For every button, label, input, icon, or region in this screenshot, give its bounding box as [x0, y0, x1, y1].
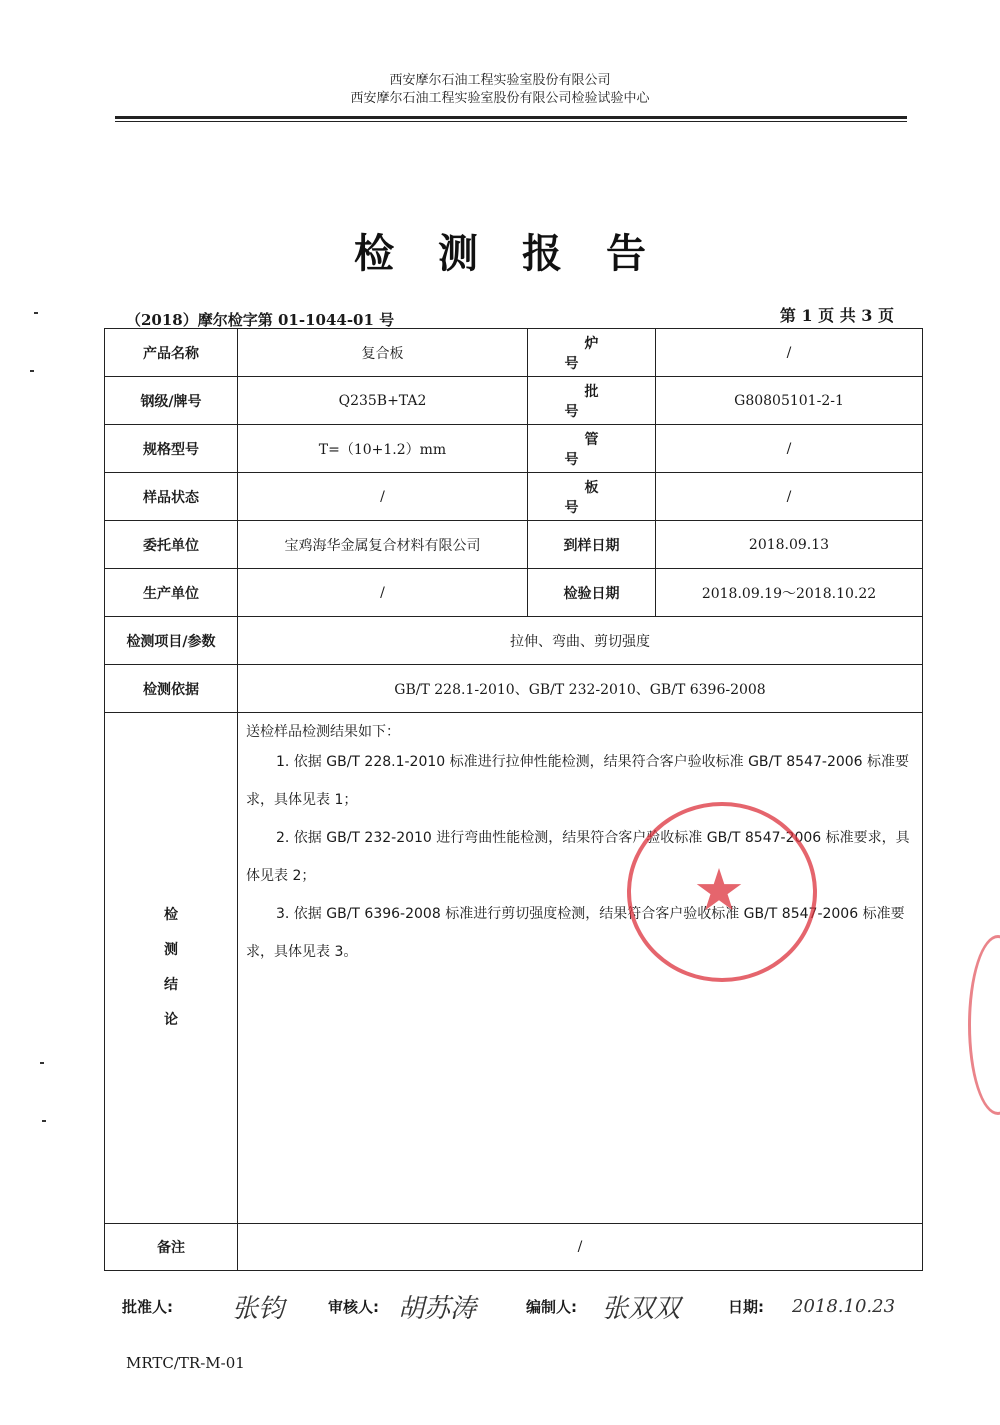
field-value: /: [656, 329, 923, 377]
conclusion-label-char: 检: [164, 907, 178, 923]
table-row: [105, 665, 923, 713]
conclusion-label-char: 结: [164, 977, 178, 993]
reviewer-signature: 胡苏涛: [398, 1294, 477, 1324]
field-value: 复合板: [238, 329, 528, 377]
form-code: MRTC/TR-M-01: [126, 1354, 245, 1372]
reviewer-label: 审核人:: [328, 1298, 379, 1316]
table-row: [105, 1224, 923, 1271]
field-label: 炉号: [528, 329, 656, 377]
field-value: G80805101-2-1: [656, 377, 923, 425]
conclusion-item: 3. 依据 GB/T 6396-2008 标准进行剪切强度检测，结果符合客户验收标准 GB/T 8547-2006 标准要求，具体见表 3。: [246, 906, 905, 960]
remark-label: 备注: [105, 1224, 238, 1271]
table-row: [105, 329, 923, 377]
conclusion-item: 1. 依据 GB/T 228.1-2010 标准进行拉伸性能检测，结果符合客户验收标准 GB/T 8547-2006 标准要求，具体见表 1；: [246, 754, 910, 808]
field-label: 委托单位: [105, 521, 238, 569]
field-value: Q235B+TA2: [238, 377, 528, 425]
seal-star-icon: ★: [693, 856, 745, 924]
table-row: [105, 425, 923, 473]
field-label: 板号: [528, 473, 656, 521]
field-label: 检验日期: [528, 569, 656, 617]
header-rule: [115, 116, 907, 122]
table-row: [105, 473, 923, 521]
test-items-value: 拉伸、弯曲、剪切强度: [238, 617, 923, 665]
conclusion-label: [105, 713, 238, 1224]
conclusion-row: [105, 713, 923, 1224]
official-seal: [627, 802, 817, 982]
field-label: 生产单位: [105, 569, 238, 617]
test-basis-value: GB/T 228.1-2010、GB/T 232-2010、GB/T 6396-2008: [238, 665, 923, 713]
field-label: 检测依据: [105, 665, 238, 713]
field-value: /: [656, 473, 923, 521]
conclusion-label-char: 论: [164, 1012, 178, 1028]
scan-mark: [42, 1120, 46, 1122]
report-title: 检测报告: [354, 231, 690, 277]
conclusion-body: [238, 713, 923, 1224]
company-name: 西安摩尔石油工程实验室股份有限公司: [389, 73, 611, 88]
scan-mark: [34, 312, 38, 314]
approver-label: 批准人:: [122, 1298, 173, 1316]
report-header: [0, 72, 1000, 108]
signature-date: 2018.10.23: [792, 1296, 896, 1317]
conclusion-intro: 送检样品检测结果如下：: [246, 724, 400, 740]
field-label: 管号: [528, 425, 656, 473]
field-label: 产品名称: [105, 329, 238, 377]
field-label: 检测项目/参数: [105, 617, 238, 665]
conclusion-label-char: 测: [164, 942, 178, 958]
editor-signature: 张双双: [602, 1294, 681, 1324]
signature-row: [122, 1288, 902, 1328]
table-row: [105, 377, 923, 425]
page-info: 第 1 页 共 3 页: [779, 306, 894, 325]
field-value: 宝鸡海华金属复合材料有限公司: [238, 521, 528, 569]
table-row: [105, 617, 923, 665]
conclusion-item: 2. 依据 GB/T 232-2010 进行弯曲性能检测，结果符合客户验收标准 GB/T 8547-2006 标准要求，具体见表 2；: [246, 830, 910, 884]
table-row: [105, 521, 923, 569]
field-value: T=（10+1.2）mm: [238, 425, 528, 473]
field-label: 钢级/牌号: [105, 377, 238, 425]
center-name: 西安摩尔石油工程实验室股份有限公司检验试验中心: [350, 91, 650, 106]
scan-mark: [30, 370, 34, 372]
field-value: 2018.09.13: [656, 521, 923, 569]
field-value: 2018.09.19～2018.10.22: [656, 569, 923, 617]
field-value: /: [656, 425, 923, 473]
report-table: [104, 328, 923, 1271]
field-label: 样品状态: [105, 473, 238, 521]
seal-fragment: [968, 935, 1000, 1115]
field-value: /: [238, 569, 528, 617]
report-number: （2018）摩尔检字第 01-1044-01 号: [126, 311, 395, 329]
field-value: /: [238, 473, 528, 521]
remark-value: /: [238, 1224, 923, 1271]
field-label: 规格型号: [105, 425, 238, 473]
table-row: [105, 569, 923, 617]
scan-mark: [40, 1062, 44, 1064]
approver-signature: 张钧: [232, 1294, 285, 1324]
date-label: 日期:: [728, 1298, 764, 1316]
field-label: 到样日期: [528, 521, 656, 569]
field-label: 批号: [528, 377, 656, 425]
editor-label: 编制人:: [526, 1298, 577, 1316]
